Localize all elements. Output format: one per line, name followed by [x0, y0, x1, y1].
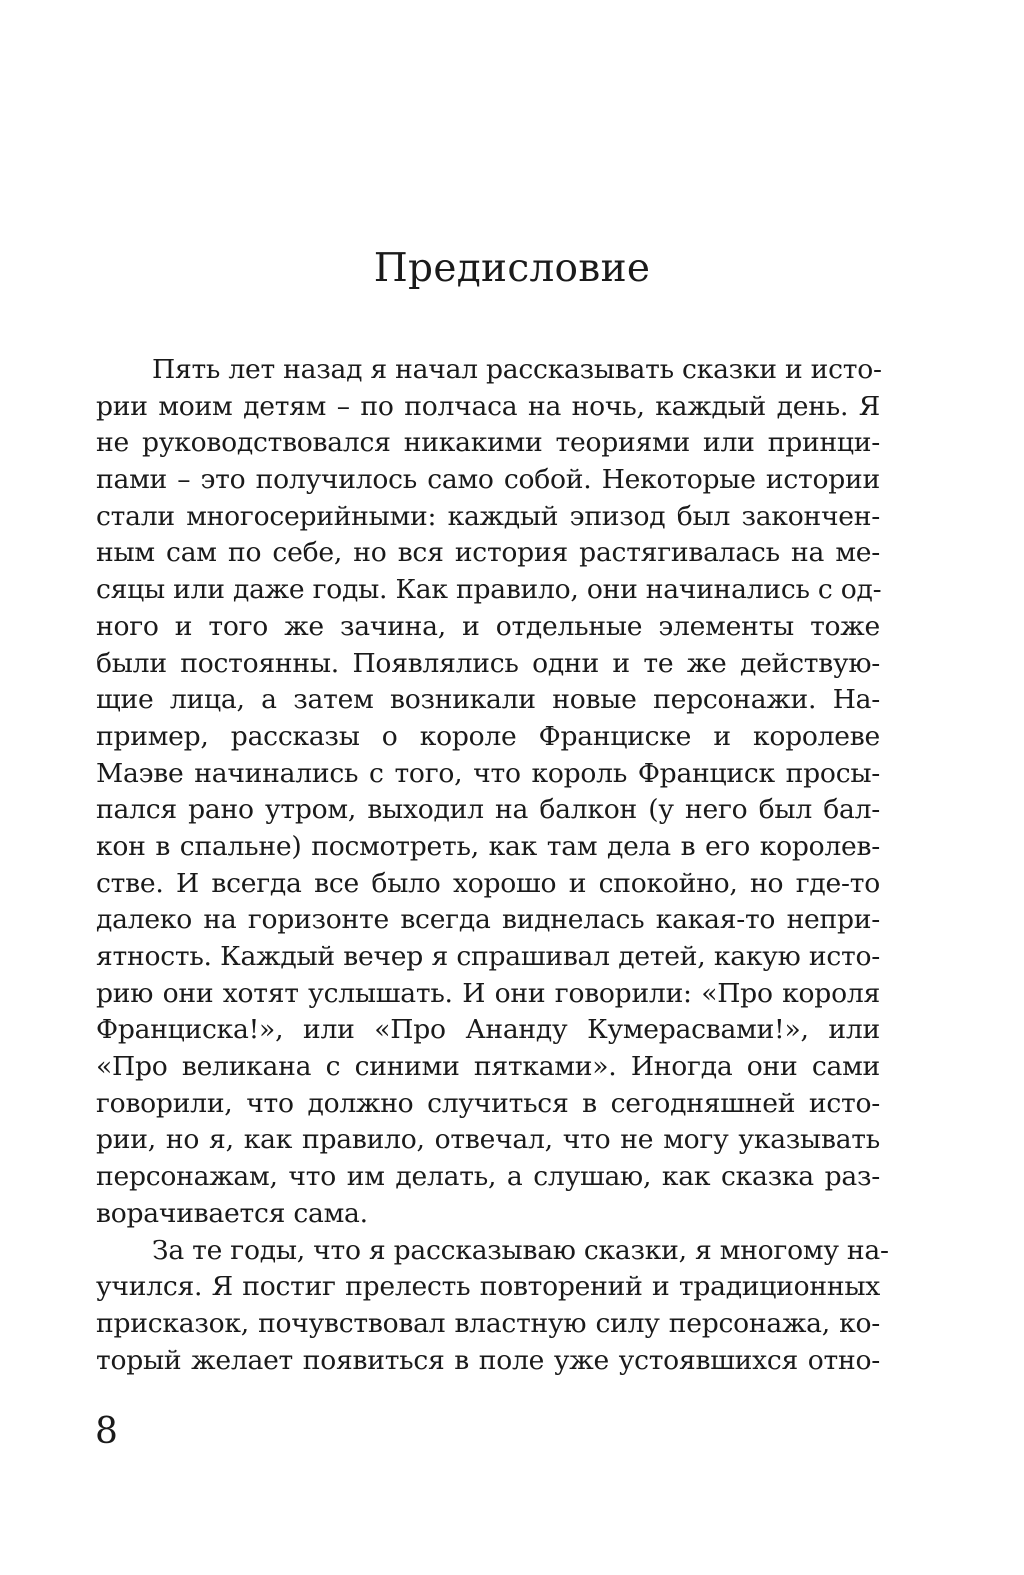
text-line: ным сам по себе, но вся история растягивалась на ме- [96, 537, 880, 569]
text-line: щие лица, а затем возникали новые персонажи. На- [96, 684, 880, 716]
text-line: Маэве начинались с того, что король Франциск просы- [96, 757, 880, 789]
text-line: стве. И всегда все было хорошо и спокойно, но где-то [96, 867, 880, 899]
text-line: «Про великана с синими пятками». Иногда они сами [96, 1051, 880, 1083]
text-line: рию они хотят услышать. И они говорили: «Про короля [96, 977, 880, 1009]
text-line: рии, но я, как правило, отвечал, что не могу указывать [96, 1124, 880, 1156]
page-title: Предисловие [373, 246, 651, 291]
text-line: ятность. Каждый вечер я спрашивал детей, какую исто- [96, 941, 880, 972]
text-line: ного и того же зачина, и отдельные элементы тоже [96, 610, 880, 642]
text-line: далеко на горизонте всегда виднелась какая-то непри- [96, 904, 880, 936]
text-line: были постоянны. Появлялись одни и те же действую- [96, 647, 880, 679]
text-line: кон в спальне) посмотреть, как там дела в его королев- [96, 830, 880, 862]
text-line: За те годы, что я рассказываю сказки, я многому на- [152, 1234, 889, 1266]
text-line: стали многосерийными: каждый эпизод был закончен- [96, 500, 880, 532]
text-line: учился. Я постиг прелесть повторений и традиционных [96, 1271, 880, 1303]
text-line: пался рано утром, выходил на балкон (у него был бал- [96, 794, 880, 826]
text-line: сяцы или даже годы. Как правило, они начинались с од- [96, 574, 882, 606]
text-line: персонажам, что им делать, а слушаю, как сказка раз- [96, 1161, 880, 1193]
text-line: Франциска!», или «Про Ананду Кумерасвами!», или [96, 1014, 880, 1046]
text-line: Пять лет назад я начал рассказывать сказки и исто- [152, 354, 882, 385]
body-text [96, 352, 889, 1379]
text-line: торый желает появиться в поле уже устоявшихся отно- [96, 1344, 880, 1376]
page-number: 8 [95, 1411, 118, 1452]
text-line: ворачивается сама. [96, 1197, 368, 1229]
text-line: пример, рассказы о короле Франциске и королеве [96, 720, 880, 752]
text-line: присказок, почувствовал властную силу персонажа, ко- [96, 1307, 880, 1339]
text-line: не руководствовался никакими теориями или принци- [96, 427, 880, 459]
text-line: рии моим детям – по полчаса на ночь, каждый день. Я [96, 390, 880, 422]
text-line: пами – это получилось само собой. Некоторые истории [96, 464, 880, 496]
text-line: говорили, что должно случиться в сегодняшней исто- [96, 1087, 880, 1119]
